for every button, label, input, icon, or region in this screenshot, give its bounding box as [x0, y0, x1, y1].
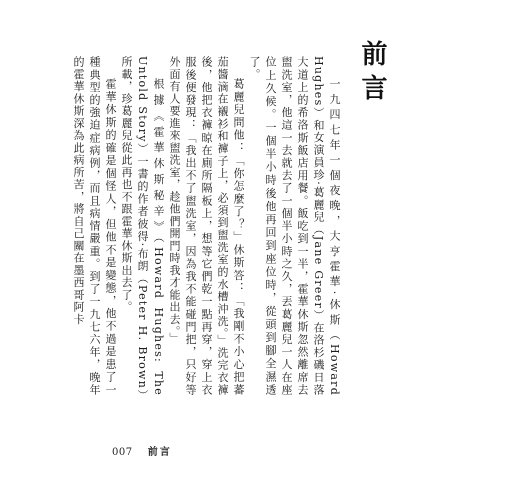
body-text	[72, 56, 342, 396]
paragraph: 根據《霍華休斯秘辛》（Howard Hughes: The Untold Story）一書的作者彼得·布朗（Peter H. Brown）所載，珍葛麗兒從此再也不跟霍華休斯出去了。	[120, 56, 165, 396]
paragraph: 霍華休斯的確是個怪人，但他不是變態，他不過是患了一種典型的強迫症病例，而且病情嚴重。到了一九七六年，晚年的霍華休斯深為此病所苦，將自己關在墨西哥阿卡	[72, 56, 117, 396]
chapter-title: 前言	[357, 40, 387, 108]
page-number: 007	[112, 447, 133, 458]
paragraph: 一九四七年一個夜晚，大亨霍華·休斯（Howard Hughes）和女演員珍·葛麗兒（Jane Greer）在洛杉磯日落大道上的希洛斯飯店用餐。飯吃到一半，霍華休斯忽然離席去盥洗室，他這一去就去了一個半小時之久，丟葛麗兒一人在座位上久候。一個半小時後他再回到座位時，從頭到腳全濕透了。	[248, 56, 341, 396]
running-section-label: 前言	[147, 447, 172, 458]
page-footer	[112, 443, 172, 458]
paragraph: 葛麗兒問他：「你怎麼了？」休斯答：「我剛不小心把蕃茄醬滴在襯衫和褲子上，必須到盥洗室的水槽沖洗。」洗完衣褲後，他把衣褲晾在廁所隔板上，想等它們乾一點再穿，穿上衣服後便發現：「我出不了盥洗室，因為我不能碰門把，只好等外面有人要進來盥洗室，趁他們開門時我才能出去。」	[168, 56, 245, 396]
